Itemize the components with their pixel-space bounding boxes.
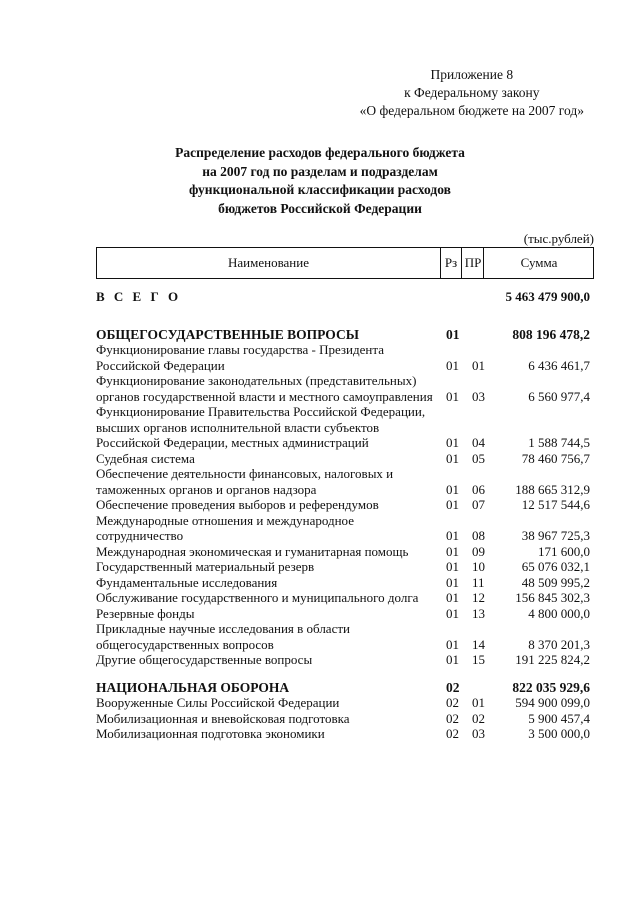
table-row xyxy=(96,695,594,711)
row-sum: 78 460 756,7 xyxy=(521,450,590,466)
row-sum: 12 517 544,6 xyxy=(521,497,590,512)
row-name: Фундаментальные исследования xyxy=(96,574,278,590)
table-row xyxy=(96,590,594,606)
row-rz: 01 xyxy=(446,652,459,667)
row-pr: 10 xyxy=(472,559,485,574)
row-name: Мобилизационная и вневойсковая подготовка xyxy=(96,710,350,726)
row-name: Мобилизационная подготовка экономики xyxy=(96,726,325,741)
section-name: НАЦИОНАЛЬНАЯ ОБОРОНА xyxy=(96,679,290,695)
title-line-3: функциональной классификации расходов xyxy=(189,182,451,197)
row-pr: 01 xyxy=(472,695,485,710)
row-rz: 01 xyxy=(446,528,459,543)
row-pr: 07 xyxy=(472,497,485,512)
row-pr: 03 xyxy=(472,388,485,404)
row-rz: 01 xyxy=(446,574,459,590)
row-pr: 12 xyxy=(472,590,485,605)
header-name: Наименование xyxy=(228,255,309,270)
appendix-line-1: Приложение 8 xyxy=(430,67,514,82)
row-pr: 15 xyxy=(472,652,485,667)
row-name: Обеспечение деятельности финансовых, налоговых и таможенных органов и органов надзора xyxy=(96,466,394,497)
appendix-line-3: «О федеральном бюджете на 2007 год» xyxy=(359,103,584,118)
row-name: Международная экономическая и гуманитарная помощь xyxy=(96,543,409,559)
table-row xyxy=(96,404,594,451)
row-rz: 01 xyxy=(446,590,459,605)
total-sum: 5 463 479 900,0 xyxy=(505,289,590,304)
row-pr: 05 xyxy=(472,450,485,466)
row-pr: 13 xyxy=(472,605,485,621)
row-rz: 01 xyxy=(446,357,459,373)
table-row xyxy=(96,606,594,622)
row-rz: 01 xyxy=(446,450,459,466)
row-name: Обеспечение проведения выборов и референдумов xyxy=(96,497,379,512)
row-name: Функционирование Правительства Российской Федерации, высших органов исполнительной власти субъектов Российской Федерации, местных администраций xyxy=(96,404,426,450)
table-row xyxy=(96,513,594,544)
row-name: Функционирование законодательных (представительных) органов государственной власти и местного самоуправления xyxy=(96,373,433,404)
row-rz: 02 xyxy=(446,726,459,741)
row-pr: 01 xyxy=(472,357,485,373)
row-sum: 38 967 725,3 xyxy=(521,528,590,543)
appendix-line-2: к Федеральному закону xyxy=(404,85,540,100)
header-pr: ПР xyxy=(461,248,484,278)
title-line-2: на 2007 год по разделам и подразделам xyxy=(202,163,438,179)
row-rz: 01 xyxy=(446,543,459,559)
row-sum: 5 900 457,4 xyxy=(528,710,590,726)
table-row xyxy=(96,497,594,513)
header-rz: Рз xyxy=(440,248,461,278)
row-pr: 06 xyxy=(472,481,485,497)
table-row xyxy=(96,621,594,652)
row-rz: 01 xyxy=(446,435,459,450)
row-name: Государственный материальный резерв xyxy=(96,559,315,574)
row-sum: 65 076 032,1 xyxy=(521,559,590,574)
row-rz: 01 xyxy=(446,559,459,574)
row-rz: 01 xyxy=(446,605,459,621)
table-row xyxy=(96,711,594,727)
row-sum: 191 225 824,2 xyxy=(515,652,590,667)
row-rz: 01 xyxy=(446,481,459,497)
table-row xyxy=(96,342,594,373)
row-name: Функционирование главы государства - Президента Российской Федерации xyxy=(96,342,384,373)
table-row xyxy=(96,652,594,668)
section-name: ОБЩЕГОСУДАРСТВЕННЫЕ ВОПРОСЫ xyxy=(96,326,359,342)
table-row xyxy=(96,726,594,742)
table-row xyxy=(96,544,594,560)
section-sum: 822 035 929,6 xyxy=(512,679,590,695)
row-sum: 171 600,0 xyxy=(538,543,590,559)
row-sum: 6 560 977,4 xyxy=(528,388,590,404)
row-pr: 11 xyxy=(472,574,485,590)
section-row xyxy=(96,680,594,696)
row-rz: 02 xyxy=(446,695,459,710)
row-pr: 04 xyxy=(472,435,485,450)
table-row xyxy=(96,559,594,575)
row-rz: 01 xyxy=(446,388,459,404)
table-row xyxy=(96,575,594,591)
document-title xyxy=(150,144,490,218)
row-pr: 02 xyxy=(472,710,485,726)
row-rz: 01 xyxy=(446,497,459,512)
table-row xyxy=(96,466,594,497)
section-sum: 808 196 478,2 xyxy=(512,326,590,342)
table-header xyxy=(96,247,594,279)
row-pr: 08 xyxy=(472,528,485,543)
row-sum: 4 800 000,0 xyxy=(528,605,590,621)
row-sum: 594 900 099,0 xyxy=(515,695,590,710)
row-pr: 14 xyxy=(472,636,485,652)
appendix-header xyxy=(360,66,584,120)
row-sum: 1 588 744,5 xyxy=(528,435,590,450)
row-name: Международные отношения и международное сотрудничество xyxy=(96,512,354,543)
row-rz: 01 xyxy=(446,636,459,652)
row-pr: 03 xyxy=(472,726,485,741)
row-rz: 02 xyxy=(446,710,459,726)
units-label: (тыс.рублей) xyxy=(523,231,594,246)
row-name: Другие общегосударственные вопросы xyxy=(96,652,313,667)
row-sum: 156 845 302,3 xyxy=(515,590,590,605)
row-name: Вооруженные Силы Российской Федерации xyxy=(96,695,340,710)
total-row xyxy=(96,289,594,305)
row-sum: 8 370 201,3 xyxy=(528,636,590,652)
title-line-1: Распределение расходов федерального бюджета xyxy=(175,145,465,160)
row-sum: 6 436 461,7 xyxy=(528,357,590,373)
row-sum: 188 665 312,9 xyxy=(515,481,590,497)
table-row xyxy=(96,451,594,467)
table-row xyxy=(96,373,594,404)
section-rz: 01 xyxy=(446,326,460,342)
table-body xyxy=(96,289,594,742)
row-pr: 09 xyxy=(472,543,485,559)
section-rz: 02 xyxy=(446,679,460,695)
row-sum: 48 509 995,2 xyxy=(521,574,590,590)
total-label: В С Е Г О xyxy=(96,289,182,304)
row-name: Судебная система xyxy=(96,450,195,466)
header-sum: Сумма xyxy=(483,248,594,278)
row-name: Обслуживание государственного и муниципального долга xyxy=(96,590,419,605)
row-sum: 3 500 000,0 xyxy=(528,726,590,741)
row-name: Прикладные научные исследования в области общегосударственных вопросов xyxy=(96,621,350,652)
row-name: Резервные фонды xyxy=(96,605,195,621)
section-row xyxy=(96,327,594,343)
title-line-4: бюджетов Российской Федерации xyxy=(218,200,422,216)
